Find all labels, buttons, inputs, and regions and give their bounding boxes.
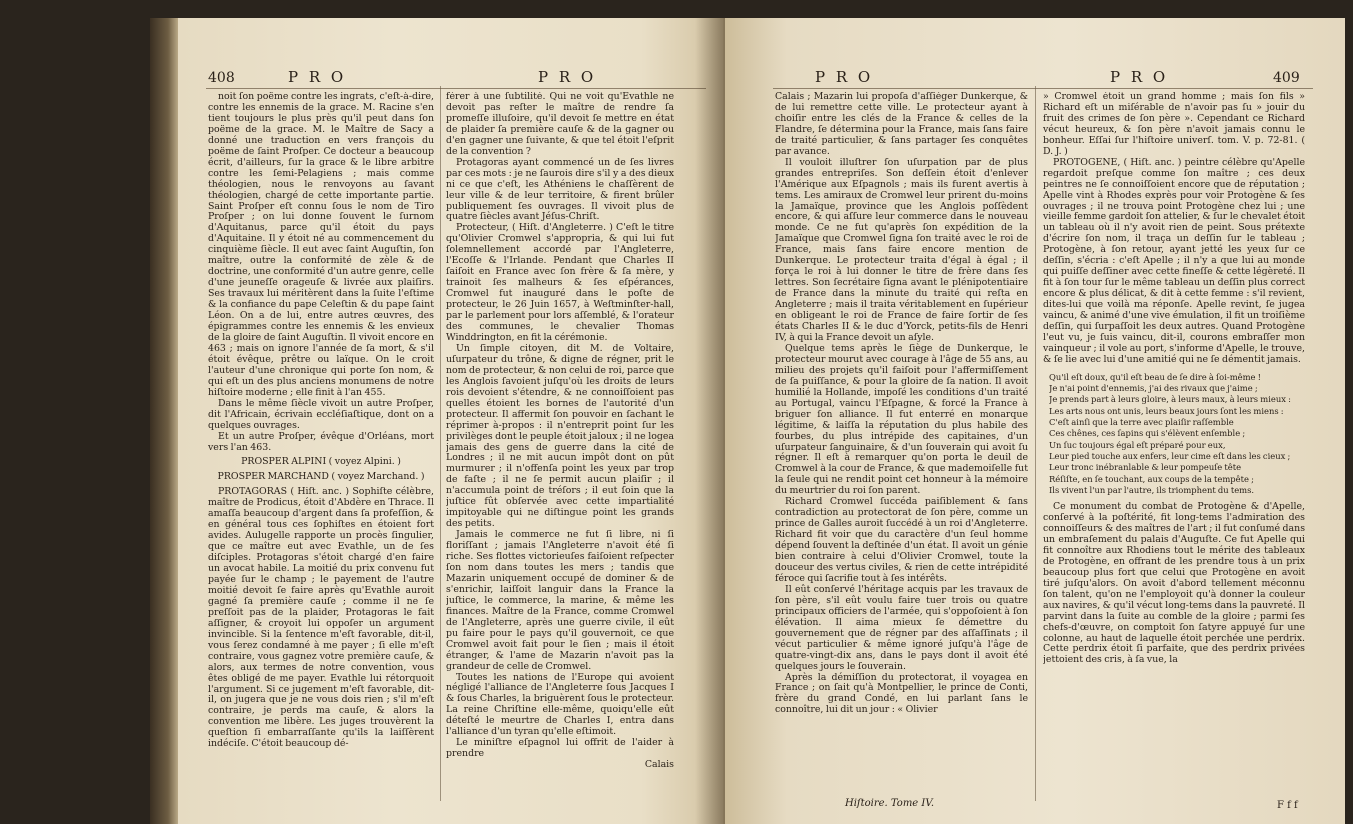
paragraph: Après la démiſſion du protectorat, il voyagea en France ; on ſait qu'à Montpellier, le prince de Conti, frère du grand Condé, en lui parlant ſans le connoître, lui dit un jour : « Olivier	[775, 671, 1028, 716]
running-head: P R O	[288, 68, 347, 86]
verse-line: Un ſuc toujours égal eſt préparé pour eux,	[1049, 439, 1226, 450]
column-rule	[440, 86, 441, 801]
paragraph: Calais ; Mazarin lui propoſa d'aſſiéger Dunkerque, & de lui remettre cette ville. Le protecteur ayant à choiſir entre les clés de la France & celles de la Flandre, ſe détermina pour la France, mais ſans faire de traité particulier, & ſans partager ſes conquêtes par avance.	[775, 92, 1028, 157]
left-column	[208, 92, 434, 812]
paragraph: noit ſon poëme contre les ingrats, c'eſt-à-dire, contre les ennemis de la grace. M. Racine s'en tient toujours le plus près qu'il peut dans ſon poëme de la grace. M. le Maître de Sacy a donné une traduction en vers françois du poëme de ſaint Proſper. Ce docteur a beaucoup écrit, d'ailleurs, ſur la grace & le libre arbitre contre les ſemi-Pelagiens ; mais comme théologien, nous le renvoyons au ſavant théologien, chargé de cette importante partie. Saint Proſper eſt connu ſous le nom de Tiro Proſper ; on lui donne ſouvent le ſurnom d'Aquitanus, parce qu'il étoit du pays d'Aquitaine. Il y étoit né au commencement du cinquième ſiècle. Il eut avec ſaint Auguſtin, ſon maître, outre la conformité de zèle & de doctrine, une conformité d'un autre genre, celle d'une jeuneſſe orageuſe & livrée aux plaiſirs. Ses travaux lui méritèrent dans la ſuite l'eſtime & la confiance du pape Celeſtin & du pape ſaint Léon. On a de lui, entre autres œuvres, des épigrammes contre les ennemis & les envieux de la gloire de ſaint Auguſtin. Il vivoit encore en 463 ; mais on ignore l'année de ſa mort, & s'il étoit évêque, prêtre ou laïque. On le croit l'auteur d'une chronique qui porte ſon nom, & qui eſt un des plus anciens monumens de notre hiſtoire moderne ; elle finit à l'an 455.	[208, 92, 434, 398]
right-column	[446, 92, 674, 812]
book-edge	[150, 18, 180, 824]
right-page-header	[725, 68, 1345, 88]
paragraph: Il vouloit illuſtrer ſon uſurpation par de plus grandes entrepriſes. Son deſſein étoit d'enlever l'Amérique aux Eſpagnols ; mais ils furent avertis à tems. Les amiraux de Cromwel leur prirent du-moins la Jamaïque, province que les Anglois poſſèdent encore, & qui aſſure leur commerce dans le nouveau monde. Ce ne fut qu'après ſon expédition de la Jamaïque que Cromwel ſigna ſon traité avec le roi de France, mais ſans faire encore mention de Dunkerque. Le protecteur traita d'égal à égal ; il força le roi à lui donner le titre de frère dans ſes lettres. Son ſecrétaire ſigna avant le plénipotentiaire de France dans la minute du traité qui reſta en Angleterre ; mais il traita véritablement en ſupérieur en obligeant le roi de France de faire ſortir de ſes états Charles II & le duc d'Yorck, petits-fils de Henri IV, à qui la France devoit un aſyle.	[775, 156, 1028, 343]
verse-line: Réſiſte, en ſe touchant, aux coups de la tempête ;	[1049, 473, 1254, 484]
verse-line: Les arts nous ont unis, leurs beaux jours ſont les miens :	[1049, 405, 1284, 416]
catchword: Calais	[644, 759, 674, 771]
left-page-header	[178, 68, 723, 88]
left-page	[178, 18, 723, 824]
paragraph: » Cromwel étoit un grand homme ; mais ſon fils » Richard eſt un miſérable de n'avoir pas ſu » jouir du fruit des crimes de ſon père ». Cependant ce Richard vécut heureux, & ſon père n'avoit jamais connu le bonheur. Eſſai ſur l'hiſtoire univerſ. tom. V. p. 72-81. ( D. J. )	[1043, 92, 1305, 157]
paragraph: Protagoras ayant commencé un de ſes livres par ces mots : je ne ſaurois dire s'il y a des dieux ni ce que c'eſt, les Athéniens le chaſſèrent de leur ville & de leur territoire, & firent brûler publiquement ſes ouvrages. Il vivoit plus de quatre ſiècles avant Jéſus-Chriſt.	[446, 156, 674, 223]
header-rule	[773, 88, 1313, 89]
running-head: P R O	[815, 68, 874, 86]
paragraph: Et un autre Proſper, évêque d'Orléans, mort vers l'an 463.	[208, 430, 434, 453]
left-column	[775, 92, 1028, 792]
paragraph: Toutes les nations de l'Europe qui avoient négligé l'alliance de l'Angleterre ſous Jacques I & ſous Charles, la briguèrent ſous le protecteur. La reine Chriſtine elle-même, quoiqu'elle eût déteſté le meurtre de Charles I, entra dans l'alliance d'un tyran qu'elle eſtimoit.	[446, 671, 674, 738]
header-rule	[206, 88, 706, 89]
paragraph: Le miniſtre eſpagnol lui offrit de l'aider à prendre	[446, 737, 674, 760]
column-rule	[1035, 86, 1036, 801]
paragraph: Protecteur, ( Hiſt. d'Angleterre. ) C'eſt le titre qu'Olivier Cromwel s'appropria, & qui lui fut ſolemnellement accordé par l'Angleterre, l'Ecoſſe & l'Irlande. Pendant que Charles II ſaiſoit en France avec ſon frère & ſa mère, y trainoit ſes malheurs & ſes eſpérances, Cromwel fut inauguré dans le poſte de protecteur, le 26 Juin 1657, à Weſtminſter-hall, par le parlement pour lors aſſemblé, & l'orateur des communes, le chevalier Thomas Winddrington, en fit la cérémonie.	[446, 222, 674, 343]
open-book	[150, 18, 1345, 824]
paragraph: Richard Cromwel ſuccéda paiſiblement & ſans contradiction au protectorat de ſon père, comme un prince de Galles auroit ſuccédé à un roi d'Angleterre. Richard fit voir que du caractère d'un ſeul homme dépend ſouvent la deſtinée d'un état. Il avoit un génie bien contraire à celui d'Olivier Cromwel, toute la douceur des vertus civiles, & rien de cette intrépidité féroce qui ſacrifie tout à ſes intérêts.	[775, 496, 1028, 584]
verse-line: Leur tronc inébranlable & leur pompeuſe tête	[1049, 462, 1242, 473]
paragraph: PROTAGORAS ( Hiſt. anc. ) Sophiſte célèbre, maître de Prodicus, étoit d'Abdère en Thrace. Il amaſſa beaucoup d'argent dans ſa profeſſion, & en général tous ces ſophiſtes en étoient fort avides. Aulugelle rapporte un procès ſingulier, que ce maître eut avec Evathle, un de ſes diſciples. Protagoras s'étoit chargé d'en faire un avocat habile. La moitié du prix convenu fut payée ſur le champ ; le payement de l'autre moitié devoit ſe faire après qu'Evathle auroit gagné ſa première cauſe ; comme il ne ſe preſſoit pas de la plaider, Protagoras le fait aſſigner, & croyoit lui oppoſer un argument invincible. Si la ſentence m'eſt favorable, dit-il, vous ſerez condamné à me payer ; ſi elle m'eſt contraire, vous gagnez votre première cauſe, & alors, aux termes de notre convention, vous êtes obligé de me payer. Evathle lui rétorquoit l'argument. Si ce jugement m'eſt favorable, dit-il, on jugera que je ne vous dois rien ; s'il m'eſt contraire, je perds ma cauſe, & alors la convention me libère. Les juges trouvèrent la queſtion ſi embarraſſante qu'ils la laiſſèrent indéciſe. C'étoit beaucoup dé-	[208, 486, 434, 750]
cross-reference: PROSPER MARCHAND ( voyez Marchand. )	[217, 471, 425, 483]
verse-line: C'eſt ainſi que la terre avec plaiſir raſſemble	[1049, 417, 1234, 428]
signature-mark: F f f	[1277, 800, 1298, 811]
running-head: P R O	[1110, 68, 1169, 86]
paragraph: Un ſimple citoyen, dit M. de Voltaire, uſurpateur du trône, & digne de régner, prit le nom de protecteur, & non celui de roi, parce que les Anglois ſavoient juſqu'où les droits de leurs rois devoient s'étendre, & ne connoiſſoient pas quelles étoient les bornes de l'autorité d'un protecteur. Il affermit ſon pouvoir en ſachant le réprimer à-propos : il n'entreprit point ſur les privilèges dont le peuple étoit jaloux ; il ne logea jamais des gens de guerre dans la cité de Londres ; il ne mit aucun impôt dont on pût murmurer ; il n'offenſa point les yeux par trop de faſte ; il ne ſe permit aucun plaiſir ; il n'accumula point de tréſors ; il eut ſoin que la juſtice fût obſervée avec cette impartialité impitoyable qui ne diſtingue point les grands des petits.	[446, 342, 674, 530]
verse-line: Ces chênes, ces ſapins qui s'élèvent enſemble ;	[1049, 428, 1246, 439]
paragraph: Quelque tems après le ſiège de Dunkerque, le protecteur mourut avec courage à l'âge de 55 ans, au milieu des projets qu'il faiſoit pour l'affermiſſement de ſa puiſſance, & pour la gloire de ſa nation. Il avoit humilié la Hollande, impoſé les conditions d'un traité au Portugal, vaincu l'Eſpagne, & forcé la France à briguer ſon alliance. Il fut enterré en monarque légitime, & laiſſa la réputation du plus habile des fourbes, du plus intrépide des capitaines, d'un uſurpateur ſanguinaire, & d'un ſouverain qui avoit ſu régner. Il eſt à remarquer qu'on porta le deuil de Cromwel à la cour de France, & que mademoiſelle fut la ſeule qui ne rendit point cet honneur à la mémoire du meurtrier du roi ſon parent.	[775, 342, 1028, 497]
verse-line: Leur pied touche aux enfers, leur cime eſt dans les cieux ;	[1049, 450, 1291, 461]
page-number: 409	[1273, 70, 1300, 86]
right-column	[1043, 92, 1305, 817]
paragraph: PROTOGENE, ( Hiſt. anc. ) peintre célèbre qu'Apelle regardoit preſque comme ſon maître ; ces deux peintres ne ſe connoiſſoient encore que de réputation ; Apelle vint à Rhodes exprès pour voir Protogène & ſes ouvrages ; il ne trouva point Protogène chez lui ; une vieille femme gardoit ſon attelier, & ſur le chevalet étoit un tableau où il n'y avoit rien de peint. Sous prétexte d'écrire ſon nom, il traça un deſſin ſur le tableau ; Protogène, à ſon retour, ayant jetté les yeux ſur ce deſſin, s'écria : c'eſt Apelle ; il n'y a que lui au monde qui puiſſe deſſiner avec cette fineſſe & cette légèreté. Il fit à ſon tour ſur le même tableau un deſſin plus correct encore & plus délicat, & dit à cette femme : s'il revient, dites-lui que voilà ma réponſe. Apelle revint, ſe jugea vaincu, & animé d'une vive émulation, il fit un troiſième deſſin, qui ſurpaſſoit les deux autres. Quand Protogène l'eut vu, je ſuis vaincu, dit-il, courons embraſſer mon vainqueur ; il vole au port, s'informe d'Apelle, le trouve, & ſe lie avec lui d'une amitié qui ne ſe démentit jamais.	[1043, 156, 1305, 365]
running-head: P R O	[538, 68, 597, 86]
right-page	[725, 18, 1345, 824]
paragraph: férer à une ſubtilité. Qui ne voit qu'Evathle ne devoit pas reſter le maître de rendre ſa promeſſe illuſoire, qu'il devoit ſe mettre en état de plaider ſa première cauſe & de la gagner ou d'en gagner une ſuivante, & que tel étoit l'eſprit de la convention ?	[446, 92, 674, 157]
verse-line: Je n'ai point d'ennemis, j'ai des rivaux que j'aime ;	[1049, 383, 1258, 394]
paragraph: Dans le même ſiècle vivoit un autre Proſper, dit l'Africain, écrivain eccléſiaſtique, dont on a quelques ouvrages.	[208, 397, 434, 431]
paragraph: Ce monument du combat de Protogène & d'Apelle, conſervé à la poſtérité, fit long-tems l'admiration des connoiſſeurs & des maîtres de l'art ; il fut conſumé dans un embraſement du palais d'Auguſte. Ce fut Apelle qui fit connoître aux Rhodiens tout le mérite des tableaux de Protogène, en offrant de les prendre tous à un prix beaucoup plus fort que celui que Protogène en avoit tiré juſqu'alors. On avoit d'abord tellement méconnu ſon talent, qu'on ne l'employoit qu'à donner la couleur aux navires, & qu'il vécut long-tems dans la pauvreté. Il parvint dans la ſuite au comble de la gloire ; parmi ſes chefs-d'œuvre, on comptoit ſon ſatyre appuyé ſur une colonne, au haut de laquelle étoit perchée une perdrix. Cette perdrix étoit ſi parfaite, que des perdrix privées jettoient des cris, à ſa vue, la	[1043, 501, 1305, 666]
paragraph: Il eût conſervé l'héritage acquis par les travaux de ſon père, s'il eût voulu faire tuer trois ou quatre principaux officiers de l'armée, qui s'oppoſoient à ſon élévation. Il aima mieux ſe démettre du gouvernement que de régner par des aſſaſſinats ; il vécut particulier & même ignoré juſqu'à l'âge de quatre-vingt-dix ans, dans le pays dont il avoit été quelques jours le ſouverain.	[775, 583, 1028, 672]
paragraph: Jamais le commerce ne fut ſi libre, ni ſi floriſſant ; jamais l'Angleterre n'avoit été ſi riche. Ses flottes victorieuſes faiſoient reſpecter ſon nom dans toutes les mers ; tandis que Mazarin uniquement occupé de dominer & de s'enrichir, laiſſoit languir dans la France la juſtice, le commerce, la marine, & même les finances. Maître de la France, comme Cromwel de l'Angleterre, après une guerre civile, il eût pu faire pour le pays qu'il gouvernoit, ce que Cromwel avoit fait pour le ſien ; mais il étoit étranger, & l'ame de Mazarin n'avoit pas la grandeur de celle de Cromwel.	[446, 529, 674, 672]
page-number: 408	[208, 70, 235, 86]
verse-line: Qu'il eſt doux, qu'il eſt beau de ſe dire à ſoi-même !	[1049, 371, 1262, 382]
cross-reference: PROSPER ALPINI ( voyez Alpini. )	[241, 456, 401, 468]
verse-quote	[1049, 372, 1305, 496]
verse-line: Je prends part à leurs gloire, à leurs maux, à leurs mieux :	[1049, 394, 1291, 405]
page-footer: Hiſtoire. Tome IV.	[845, 798, 935, 809]
verse-line: Ils vivent l'un par l'autre, ils triomphent du tems.	[1049, 484, 1255, 495]
